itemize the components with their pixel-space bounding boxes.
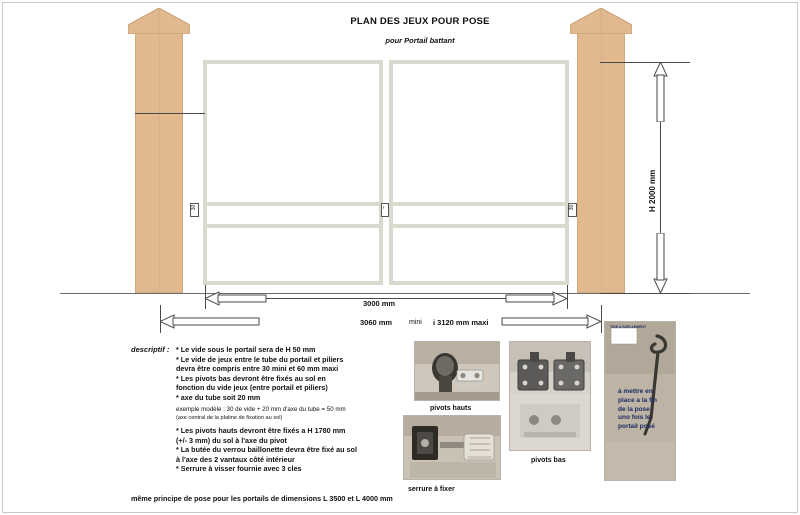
gate-leaf-left-rail-bottom bbox=[203, 224, 383, 228]
gap-indicator-right-value: 30 bbox=[569, 204, 575, 211]
left-pillar-cap-icon bbox=[128, 8, 190, 34]
opening-arrow-left-icon bbox=[160, 314, 260, 329]
gate-width-arrow-right-icon bbox=[505, 291, 567, 306]
gate-leaf-right-rail-top bbox=[389, 202, 569, 206]
description-line: devra être compris entre 30 mini et 60 mm maxi bbox=[176, 364, 339, 374]
right-pillar-center-line bbox=[601, 33, 602, 293]
gate-leaf-right-rail-bottom bbox=[389, 224, 569, 228]
gap-indicator-center-value: ~ bbox=[381, 206, 388, 209]
opening-arrow-right-icon bbox=[501, 314, 601, 329]
gap-indicator-left-value: 30 bbox=[191, 204, 197, 211]
photo-pivots-hauts bbox=[414, 341, 500, 401]
description-line: * axe du tube soit 20 mm bbox=[176, 392, 261, 402]
gap-indicator-center bbox=[381, 203, 389, 217]
description-line: * Le vide de jeux entre le tube du portail et piliers bbox=[176, 354, 344, 364]
page-subtitle: pour Portail battant bbox=[385, 36, 455, 45]
height-arrow-up-icon bbox=[653, 62, 668, 122]
gate-width-arrow-left-icon bbox=[205, 291, 267, 306]
gap-indicator-right bbox=[568, 203, 577, 217]
right-pillar-guide-line-bottom bbox=[600, 293, 690, 294]
gate-leaf-right bbox=[389, 60, 569, 285]
description-label: descriptif : bbox=[131, 345, 170, 354]
opening-min-word: mini bbox=[409, 319, 422, 326]
description-list bbox=[176, 345, 411, 474]
photo-pivots-bas bbox=[509, 341, 591, 451]
opening-ext-right bbox=[601, 305, 602, 333]
description-line: * Le vide sous le portail sera de H 50 mm bbox=[176, 345, 316, 354]
photo-serrure-caption: serrure à fixer bbox=[408, 486, 455, 493]
opening-max-label: i 3120 mm maxi bbox=[433, 318, 489, 327]
description-line: fonction du vide jeux (entre portail et piliers) bbox=[176, 383, 328, 393]
gate-width-ext-right bbox=[567, 285, 568, 309]
right-pillar-guide-line-top bbox=[600, 62, 690, 63]
description-example: exemple modèle : 30 de vide + 20 mm d'axe du tube = 50 mm bbox=[176, 406, 346, 414]
right-pillar-cap-icon bbox=[570, 8, 632, 34]
description-example-note: (axe central de la platine de fixation au sol) bbox=[176, 414, 283, 421]
height-dimension-label: H 2000 mm bbox=[648, 169, 657, 212]
opening-min-label: 3060 mm bbox=[360, 318, 393, 327]
photo-serrure bbox=[403, 415, 501, 480]
description-line: (+/- 3 mm) du sol à l'axe du pivot bbox=[176, 435, 287, 445]
gate-width-label: 3000 mm bbox=[363, 299, 396, 308]
gate-leaf-left-rail-top bbox=[203, 202, 383, 206]
height-arrow-down-icon bbox=[653, 233, 668, 293]
gate-leaf-left bbox=[203, 60, 383, 285]
description-line: * Serrure à visser fournie avec 3 cles bbox=[176, 464, 302, 474]
left-pillar-guide-line bbox=[135, 113, 205, 114]
description-line: * Les pivots bas devront être fixés au sol en bbox=[176, 373, 326, 383]
photo-pivots-hauts-caption: pivots hauts bbox=[430, 405, 472, 412]
photo-pivots-bas-caption: pivots bas bbox=[531, 457, 566, 464]
photo-tige-tag: TIGE A SCELLEMENT bbox=[610, 325, 647, 329]
page-title: PLAN DES JEUX POUR POSE bbox=[350, 16, 490, 27]
description-line: * Les pivots hauts devront être fixés a H 1780 mm bbox=[176, 426, 346, 436]
gap-indicator-left bbox=[190, 203, 199, 217]
description-line: * La butée du verrou baillonette devra être fixé au sol bbox=[176, 445, 357, 455]
description-line: à l'axe des 2 vantaux côté intérieur bbox=[176, 454, 295, 464]
left-pillar-center-line bbox=[159, 33, 160, 293]
photo-tige-overlay-text: à mettre en place a la fin de la pose uno fois le portail posé bbox=[618, 388, 658, 431]
footer-note: même principe de pose pour les portails de dimensions L 3500 et L 4000 mm bbox=[131, 494, 393, 503]
